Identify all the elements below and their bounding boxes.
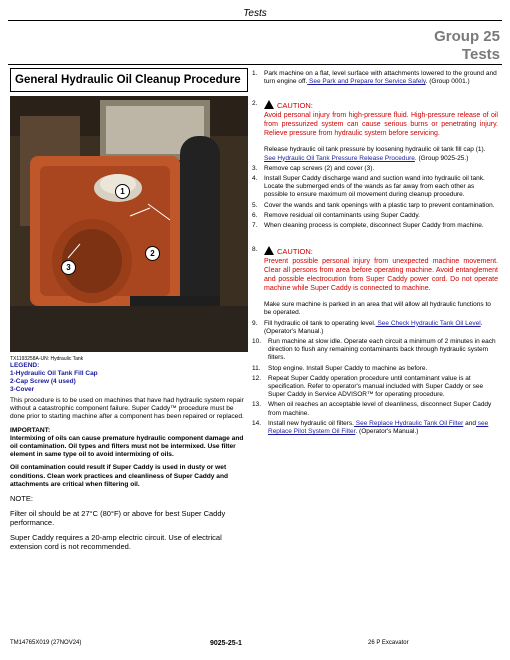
step-text: Fill hydraulic oil tank to operating level. (264, 319, 376, 327)
step-text: Park machine on a flat, level surface with attachments lowered to the ground and turn engine off. (264, 70, 497, 86)
callout-1: 1 (115, 184, 130, 199)
right-column (252, 70, 498, 438)
tank-illustration (10, 96, 248, 352)
note-text: Filter oil should be at 27°C (80°F) or above for best Super Caddy performance. (10, 508, 226, 528)
procedure-title: General Hydraulic Oil Cleanup Procedure (10, 68, 248, 92)
caution-2 (252, 246, 498, 293)
footer-model: 26 P Excavator (368, 640, 409, 646)
step-number: 2. (252, 100, 258, 108)
important-text: Intermixing of oils can cause premature hydraulic component damage and oil contamination. Oil types and filters must not be intermixed. Use filter element in same type oil to avoid intermixing of oils. (10, 434, 244, 459)
step-text: Stop engine. Install Super Caddy to machine as before. (268, 364, 428, 372)
callout-2: 2 (145, 246, 160, 261)
footer-page-number: 9025-25-1 (210, 640, 242, 647)
step-text: Release hydraulic oil tank pressure by loosening hydraulic oil tank fill cap (1). (264, 146, 486, 154)
step-text: Remove cap screws (2) and cover (3). (264, 164, 375, 172)
step-number: 5. (252, 201, 258, 209)
pressure-release-link[interactable]: See Hydraulic Oil Tank Pressure Release Procedure (264, 154, 415, 162)
step-number: 10. (252, 338, 262, 346)
circuit-text: Super Caddy requires a 20-amp electric circuit. Use of electrical extension cord is not recommended. (10, 532, 222, 552)
legend-item: 1-Hydraulic Oil Tank Fill Cap (10, 370, 98, 377)
contamination-text: Oil contamination could result if Super Caddy is used in dusty or wet conditions. Clean work practices and cleanliness of Super Caddy and attachments are critical when filtering oil. (10, 464, 229, 488)
caution-1 (252, 100, 498, 138)
step-item (252, 222, 498, 230)
step-text: When cleaning process is complete, disconnect Super Caddy from machine. (264, 222, 484, 230)
step-text: Run machine at slow idle. Operate each circuit a minimum of 2 minutes in each direction to flush any remaining contaminants back through hydraulic system filters. (268, 338, 496, 362)
step-text: Repeat Super Caddy operation procedure until contaminant value is at specification. Refer to operator's manual included with Super Caddy or see Super Caddy in Service ADVISOR™ for operating procedure. (268, 374, 484, 399)
important-label: IMPORTANT: (10, 426, 51, 434)
caution-text: Prevent possible personal injury from unexpected machine movement. Clear all persons from area before operating machine. Avoid entanglement and possible electrocution from Super Caddy power cord. Do not operate machine while Super Caddy is connected to machine. (264, 258, 498, 293)
step-item (252, 212, 498, 220)
hydraulic-tank-photo (10, 96, 248, 352)
left-body (10, 397, 248, 552)
header-rule (8, 20, 502, 21)
step-1 (252, 70, 498, 86)
step-number: 1. (252, 70, 258, 77)
step-2-detail (252, 146, 498, 162)
step-tail: . (Group 0001.) (425, 78, 470, 86)
step-item (252, 175, 498, 200)
intro-paragraph: This procedure is to be used on machines that have had hydraulic system repair without a catastrophic component failure. Super Caddy™ procedure must be done prior to starting machine after a component has been repaired or replaced. (10, 397, 244, 421)
figure-id: TX1193258A-UN: Hydraulic Tank (10, 356, 84, 362)
step-number: 13. (252, 401, 262, 409)
step-text: Install Super Caddy discharge wand and suction wand into hydraulic oil tank. Locate the submerged ends of the wands as far away from each other as possible to ensure maximum oil movement during cleanup procedure. (264, 175, 485, 199)
step-9 (252, 320, 498, 336)
step-text: Make sure machine is parked in an area that will allow all hydraulic functions to be operated. (264, 301, 491, 317)
legend (10, 362, 248, 394)
step-number: 4. (252, 175, 258, 183)
group-number: Group 25 (434, 28, 500, 45)
caution-label: CAUTION: (277, 101, 313, 111)
step-item (252, 365, 498, 373)
step-text: Remove residual oil contaminants using Super Caddy. (264, 211, 420, 219)
steps-10-to-13 (252, 338, 498, 418)
warning-icon (264, 100, 274, 109)
step-number: 12. (252, 374, 262, 382)
step-number: 8. (252, 246, 258, 254)
step-14 (252, 420, 498, 436)
title-rule (8, 64, 502, 65)
running-header: Tests (243, 8, 267, 19)
step-number: 11. (252, 364, 261, 372)
step-text: When oil reaches an acceptable level of cleanliness, disconnect Super Caddy from machine. (268, 401, 492, 417)
group-title: Tests (461, 46, 500, 63)
step-tail: . (Group 9025-25.) (414, 154, 469, 162)
left-column (10, 68, 248, 557)
step-item (252, 165, 498, 173)
pilot-filter-link[interactable]: see Replace Pilot System Oil Filter (268, 419, 489, 436)
step-number: 6. (252, 211, 258, 219)
warning-icon (264, 246, 274, 255)
step-item (252, 338, 498, 363)
step-tail: . (Operator's Manual.) (264, 319, 483, 335)
step-mid: and (463, 419, 476, 427)
legend-title: LEGEND: (10, 362, 40, 369)
note-label: NOTE: (10, 494, 33, 504)
step-number: 14. (252, 419, 262, 427)
step-number: 7. (252, 222, 258, 230)
check-oil-level-link[interactable]: See Check Hydraulic Tank Oil Level (375, 319, 481, 327)
step-number: 9. (252, 319, 258, 327)
tank-filter-link[interactable]: See Replace Hydraulic Tank Oil Filter (353, 419, 464, 427)
legend-item: 2-Cap Screw (4 used) (10, 378, 76, 385)
legend-item: 3-Cover (10, 386, 35, 393)
step-8-detail (252, 301, 498, 317)
callout-3: 3 (61, 260, 76, 275)
step-item (252, 401, 498, 417)
step-tail: . (Operator's Manual.) (355, 428, 419, 436)
steps-3-to-7 (252, 165, 498, 230)
caution-text: Avoid personal injury from high-pressure fluid. High-pressure release of oil from pressurized system can cause serious burns or penetrating injury. Relieve pressure from hydraulic system before servicing. (264, 112, 498, 138)
step-text: Cover the wands and tank openings with a plastic tarp to prevent contamination. (264, 201, 495, 209)
step-number: 3. (252, 164, 258, 172)
step-text: Install new hydraulic oil filters. (268, 419, 354, 427)
footer-doc-id: TM14765X019 (27NOV24) (10, 640, 82, 646)
caution-label: CAUTION: (277, 247, 313, 257)
step-item (252, 202, 498, 210)
park-prepare-link[interactable]: See Park and Prepare for Service Safely (307, 78, 426, 86)
step-item (252, 375, 498, 400)
